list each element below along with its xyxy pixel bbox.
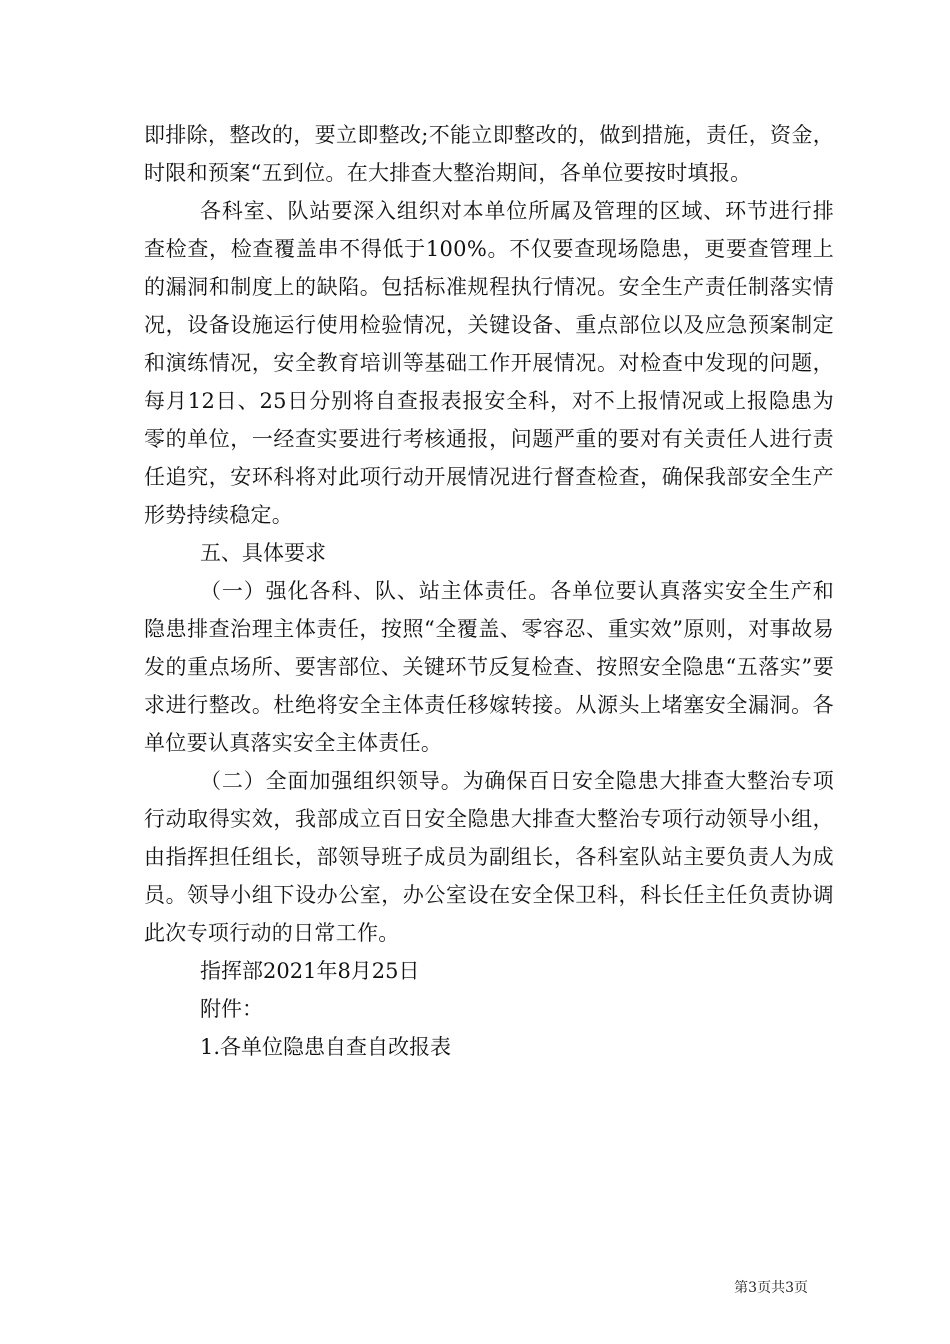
attachment-label: 附件： xyxy=(200,997,263,1021)
attachment-item-1: 1.各单位隐患自查自改报表 xyxy=(200,1035,452,1059)
page-number: 第3页共3页 xyxy=(734,1280,808,1296)
section-heading-requirements: 五、具体要求 xyxy=(200,541,326,565)
paragraph-continuation: 即排除，整改的，要立即整改;不能立即整改的，做到措施，责任，资金，时限和预案“五到位。在大排查大整治期间，各单位要按时填报。 xyxy=(144,123,834,185)
signature-date-line: 指挥部2021年8月25日 xyxy=(200,959,420,983)
paragraph-requirement-1: （一）强化各科、队、站主体责任。各单位要认真落实安全生产和隐患排查治理主体责任，按照“全覆盖、零容忍、重实效”原则，对事故易发的重点场所、要害部位、关键环节反复检查、按照安全隐患“五落实”要求进行整改。杜绝将安全主体责任移嫁转接。从源头上堵塞安全漏洞。各单位要认真落实安全主体责任。 xyxy=(144,579,834,755)
document-body xyxy=(144,116,834,1066)
paragraph-inspection: 各科室、队站要深入组织对本单位所属及管理的区域、环节进行排查检查，检查覆盖串不得低于100%。不仅要查现场隐患，更要查管理上的漏洞和制度上的缺陷。包括标准规程执行情况。安全生产责任制落实情况，设备设施运行使用检验情况，关键设备、重点部位以及应急预案制定和演练情况，安全教育培训等基础工作开展情况。对检查中发现的问题，每月12日、25日分别将自查报表报安全科，对不上报情况或上报隐患为零的单位，一经查实要进行考核通报，问题严重的要对有关责任人进行责任追究，安环科将对此项行动开展情况进行督查检查，确保我部安全生产形势持续稳定。 xyxy=(144,199,834,527)
paragraph-requirement-2: （二）全面加强组织领导。为确保百日安全隐患大排查大整治专项行动取得实效，我部成立百日安全隐患大排查大整治专项行动领导小组，由指挥担任组长，部领导班子成员为副组长，各科室队站主要负责人为成员。领导小组下设办公室，办公室设在安全保卫科，科长任主任负责协调此次专项行动的日常工作。 xyxy=(144,769,834,945)
